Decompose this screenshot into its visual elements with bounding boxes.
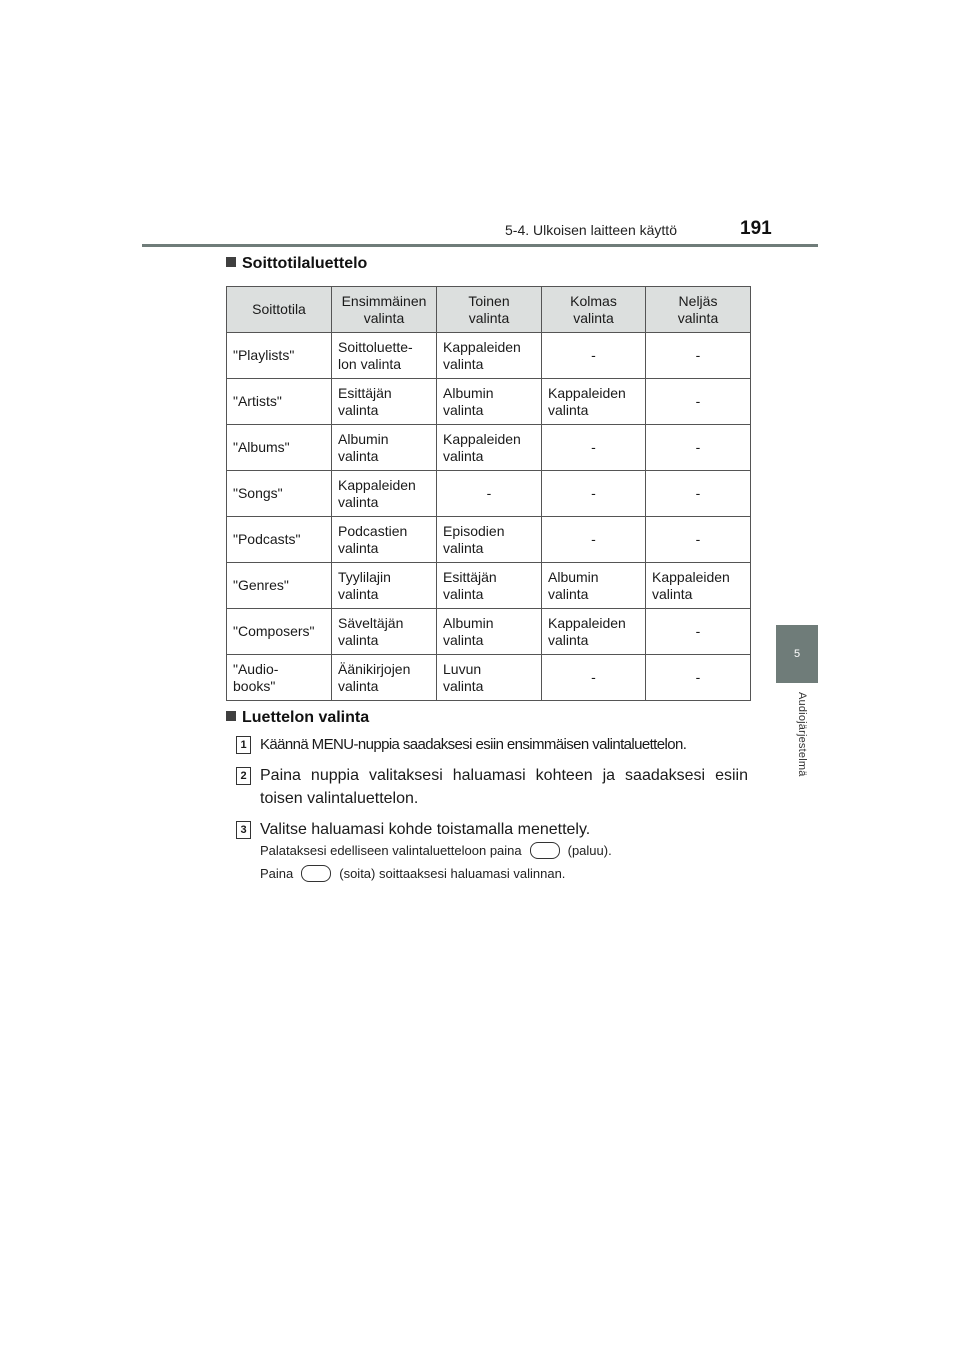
note-play: Paina (soita) soittaaksesi haluamasi valinnan. xyxy=(260,866,566,881)
table-cell: - xyxy=(542,333,646,379)
table-cell: Säveltäjän valinta xyxy=(332,609,437,655)
table-row xyxy=(227,471,751,517)
chapter-label: Audiojärjestelmä xyxy=(796,692,808,777)
table-header-row xyxy=(227,287,751,333)
playmode-table xyxy=(226,286,751,701)
header-cell: Neljäs valinta xyxy=(646,287,751,333)
step-item xyxy=(236,733,748,756)
table-cell: - xyxy=(646,655,751,701)
step-number: 3 xyxy=(236,821,251,839)
table-row xyxy=(227,655,751,701)
table-cell: - xyxy=(542,655,646,701)
table-cell: - xyxy=(646,471,751,517)
table-cell: "Composers" xyxy=(227,609,332,655)
table-row xyxy=(227,379,751,425)
square-bullet-icon xyxy=(226,257,236,267)
table-row xyxy=(227,609,751,655)
table-cell: Albumin valinta xyxy=(542,563,646,609)
square-bullet-icon xyxy=(226,711,236,721)
step-number: 2 xyxy=(236,767,251,785)
table-cell: Albumin valinta xyxy=(437,379,542,425)
table-cell: - xyxy=(646,333,751,379)
header-divider xyxy=(142,244,818,247)
table-cell: - xyxy=(646,517,751,563)
header-cell: Kolmas valinta xyxy=(542,287,646,333)
table-cell: "Audio- books" xyxy=(227,655,332,701)
table-cell: - xyxy=(542,425,646,471)
chapter-tab: 5 xyxy=(776,625,818,683)
table-cell: Kappaleiden valinta xyxy=(437,333,542,379)
table-row xyxy=(227,563,751,609)
table-cell: "Songs" xyxy=(227,471,332,517)
header-cell: Toinen valinta xyxy=(437,287,542,333)
step-number: 1 xyxy=(236,736,251,754)
table-cell: "Albums" xyxy=(227,425,332,471)
table-cell: Episodien valinta xyxy=(437,517,542,563)
table-cell: Podcastien valinta xyxy=(332,517,437,563)
table-cell: Soittoluette- lon valinta xyxy=(332,333,437,379)
table-row xyxy=(227,425,751,471)
header-cell: Ensimmäinen valinta xyxy=(332,287,437,333)
table-cell: Kappaleiden valinta xyxy=(646,563,751,609)
table-cell: Albumin valinta xyxy=(332,425,437,471)
step-item xyxy=(236,818,748,841)
table-cell: Kappaleiden valinta xyxy=(542,379,646,425)
table-cell: Albumin valinta xyxy=(437,609,542,655)
heading-text: Luettelon valinta xyxy=(242,709,370,726)
table-cell: - xyxy=(646,609,751,655)
back-button-icon xyxy=(530,842,560,859)
heading-list-selection xyxy=(226,709,369,727)
heading-text: Soittotilaluettelo xyxy=(242,255,368,272)
table-cell: Kappaleiden valinta xyxy=(437,425,542,471)
table-cell: "Artists" xyxy=(227,379,332,425)
table-cell: - xyxy=(646,425,751,471)
table-cell: Esittäjän valinta xyxy=(332,379,437,425)
table-cell: Kappaleiden valinta xyxy=(542,609,646,655)
table-cell: - xyxy=(542,517,646,563)
section-title: 5-4. Ulkoisen laitteen käyttö xyxy=(505,222,677,238)
page-number: 191 xyxy=(740,218,772,239)
table-body xyxy=(227,333,751,701)
table-cell: Luvun valinta xyxy=(437,655,542,701)
table-cell: "Playlists" xyxy=(227,333,332,379)
step-item xyxy=(236,764,748,810)
table-cell: - xyxy=(437,471,542,517)
table-cell: Tyylilajin valinta xyxy=(332,563,437,609)
table-cell: "Podcasts" xyxy=(227,517,332,563)
step-text: Käännä MENU-nuppia saadaksesi esiin ensimmäisen valintaluettelon. xyxy=(260,736,687,753)
heading-playmode-list xyxy=(226,255,367,273)
table-cell: Esittäjän valinta xyxy=(437,563,542,609)
play-button-icon xyxy=(301,865,331,882)
step-text: Paina nuppia valitaksesi haluamasi kohteen ja saadaksesi esiin toisen valintaluettelon. xyxy=(260,767,748,807)
steps-list xyxy=(236,733,748,849)
table-cell: - xyxy=(542,471,646,517)
table-cell: Äänikirjojen valinta xyxy=(332,655,437,701)
table-cell: Kappaleiden valinta xyxy=(332,471,437,517)
step-text: Valitse haluamasi kohde toistamalla menettely. xyxy=(260,821,591,838)
header-cell: Soittotila xyxy=(227,287,332,333)
note-back: Palataksesi edelliseen valintaluetteloon paina (paluu). xyxy=(260,843,612,858)
table-cell: - xyxy=(646,379,751,425)
table-row xyxy=(227,333,751,379)
table-row xyxy=(227,517,751,563)
table-cell: "Genres" xyxy=(227,563,332,609)
